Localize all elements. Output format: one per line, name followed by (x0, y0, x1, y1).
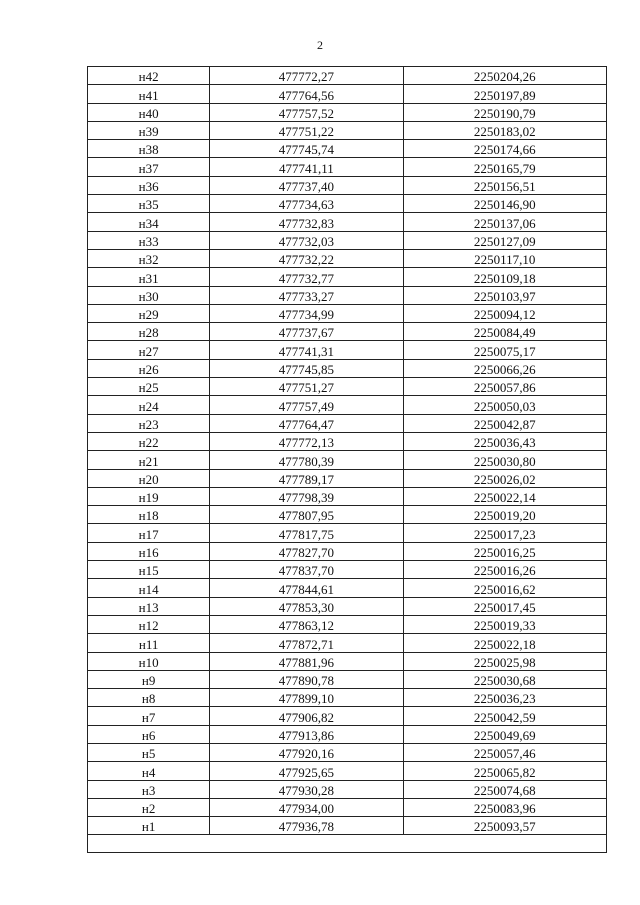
point-id-cell: н25 (88, 378, 210, 396)
x-coordinate-cell: 477751,27 (210, 378, 403, 396)
x-coordinate-cell: 477844,61 (210, 579, 403, 597)
point-id-cell: н2 (88, 798, 210, 816)
point-id-cell: н9 (88, 670, 210, 688)
table-row (88, 67, 607, 85)
table-row (88, 341, 607, 359)
x-coordinate-cell: 477906,82 (210, 707, 403, 725)
point-id-cell: н40 (88, 103, 210, 121)
x-coordinate-cell: 477899,10 (210, 689, 403, 707)
point-id-cell: н42 (88, 67, 210, 85)
y-coordinate-cell: 2250066,26 (403, 359, 606, 377)
table-row (88, 615, 607, 633)
y-coordinate-cell: 2250036,23 (403, 689, 606, 707)
table-row (88, 103, 607, 121)
point-id-cell: н10 (88, 652, 210, 670)
table-row (88, 158, 607, 176)
point-id-cell: н41 (88, 85, 210, 103)
table-row (88, 561, 607, 579)
x-coordinate-cell: 477764,47 (210, 414, 403, 432)
x-coordinate-cell: 477732,03 (210, 231, 403, 249)
x-coordinate-cell: 477732,83 (210, 213, 403, 231)
x-coordinate-cell: 477890,78 (210, 670, 403, 688)
y-coordinate-cell: 2250057,86 (403, 378, 606, 396)
x-coordinate-cell: 477930,28 (210, 780, 403, 798)
point-id-cell: н19 (88, 487, 210, 505)
point-id-cell: н18 (88, 506, 210, 524)
y-coordinate-cell: 2250103,97 (403, 286, 606, 304)
point-id-cell: н6 (88, 725, 210, 743)
y-coordinate-cell: 2250049,69 (403, 725, 606, 743)
table-row (88, 762, 607, 780)
point-id-cell: н31 (88, 268, 210, 286)
table-row (88, 817, 607, 835)
y-coordinate-cell: 2250022,18 (403, 634, 606, 652)
table-row (88, 414, 607, 432)
x-coordinate-cell: 477881,96 (210, 652, 403, 670)
point-id-cell: н34 (88, 213, 210, 231)
y-coordinate-cell: 2250017,23 (403, 524, 606, 542)
y-coordinate-cell: 2250042,59 (403, 707, 606, 725)
table-row (88, 176, 607, 194)
table-row (88, 652, 607, 670)
y-coordinate-cell: 2250127,09 (403, 231, 606, 249)
table-row (88, 542, 607, 560)
table-row (88, 743, 607, 761)
x-coordinate-cell: 477741,31 (210, 341, 403, 359)
y-coordinate-cell: 2250074,68 (403, 780, 606, 798)
table-row (88, 506, 607, 524)
x-coordinate-cell: 477733,27 (210, 286, 403, 304)
point-id-cell: н23 (88, 414, 210, 432)
y-coordinate-cell: 2250109,18 (403, 268, 606, 286)
y-coordinate-cell: 2250146,90 (403, 195, 606, 213)
point-id-cell: н11 (88, 634, 210, 652)
x-coordinate-cell: 477827,70 (210, 542, 403, 560)
page-number: 2 (317, 38, 323, 52)
table-row (88, 597, 607, 615)
point-id-cell: н29 (88, 304, 210, 322)
coordinates-table (87, 66, 607, 853)
table-row (88, 524, 607, 542)
y-coordinate-cell: 2250204,26 (403, 67, 606, 85)
point-id-cell: н28 (88, 323, 210, 341)
table-row (88, 140, 607, 158)
x-coordinate-cell: 477798,39 (210, 487, 403, 505)
point-id-cell: н17 (88, 524, 210, 542)
x-coordinate-cell: 477925,65 (210, 762, 403, 780)
y-coordinate-cell: 2250083,96 (403, 798, 606, 816)
table-row (88, 378, 607, 396)
x-coordinate-cell: 477920,16 (210, 743, 403, 761)
table-row (88, 85, 607, 103)
point-id-cell: н5 (88, 743, 210, 761)
x-coordinate-cell: 477913,86 (210, 725, 403, 743)
y-coordinate-cell: 2250017,45 (403, 597, 606, 615)
point-id-cell: н16 (88, 542, 210, 560)
table-row (88, 396, 607, 414)
point-id-cell: н7 (88, 707, 210, 725)
y-coordinate-cell: 2250137,06 (403, 213, 606, 231)
x-coordinate-cell: 477936,78 (210, 817, 403, 835)
point-id-cell: н39 (88, 121, 210, 139)
point-id-cell: н22 (88, 432, 210, 450)
point-id-cell: н4 (88, 762, 210, 780)
y-coordinate-cell: 2250065,82 (403, 762, 606, 780)
point-id-cell: н14 (88, 579, 210, 597)
x-coordinate-cell: 477772,27 (210, 67, 403, 85)
coordinates-table-body (88, 67, 607, 853)
table-row (88, 323, 607, 341)
y-coordinate-cell: 2250057,46 (403, 743, 606, 761)
table-row (88, 195, 607, 213)
point-id-cell: н38 (88, 140, 210, 158)
point-id-cell: н35 (88, 195, 210, 213)
x-coordinate-cell: 477780,39 (210, 451, 403, 469)
y-coordinate-cell: 2250197,89 (403, 85, 606, 103)
point-id-cell: н15 (88, 561, 210, 579)
x-coordinate-cell: 477745,85 (210, 359, 403, 377)
x-coordinate-cell: 477737,67 (210, 323, 403, 341)
x-coordinate-cell: 477734,63 (210, 195, 403, 213)
table-row (88, 579, 607, 597)
x-coordinate-cell: 477732,77 (210, 268, 403, 286)
table-row (88, 432, 607, 450)
table-row (88, 121, 607, 139)
x-coordinate-cell: 477837,70 (210, 561, 403, 579)
point-id-cell: н27 (88, 341, 210, 359)
y-coordinate-cell: 2250183,02 (403, 121, 606, 139)
y-coordinate-cell: 2250025,98 (403, 652, 606, 670)
table-row (88, 670, 607, 688)
y-coordinate-cell: 2250165,79 (403, 158, 606, 176)
point-id-cell: н1 (88, 817, 210, 835)
table-row (88, 249, 607, 267)
y-coordinate-cell: 2250022,14 (403, 487, 606, 505)
empty-cell (88, 835, 607, 853)
y-coordinate-cell: 2250190,79 (403, 103, 606, 121)
point-id-cell: н20 (88, 469, 210, 487)
x-coordinate-cell: 477734,99 (210, 304, 403, 322)
y-coordinate-cell: 2250042,87 (403, 414, 606, 432)
point-id-cell: н3 (88, 780, 210, 798)
y-coordinate-cell: 2250016,25 (403, 542, 606, 560)
y-coordinate-cell: 2250174,66 (403, 140, 606, 158)
point-id-cell: н26 (88, 359, 210, 377)
x-coordinate-cell: 477757,52 (210, 103, 403, 121)
y-coordinate-cell: 2250030,68 (403, 670, 606, 688)
point-id-cell: н30 (88, 286, 210, 304)
table-row (88, 286, 607, 304)
x-coordinate-cell: 477863,12 (210, 615, 403, 633)
table-row (88, 304, 607, 322)
y-coordinate-cell: 2250050,03 (403, 396, 606, 414)
x-coordinate-cell: 477807,95 (210, 506, 403, 524)
table-row (88, 268, 607, 286)
x-coordinate-cell: 477789,17 (210, 469, 403, 487)
table-row (88, 725, 607, 743)
x-coordinate-cell: 477751,22 (210, 121, 403, 139)
point-id-cell: н36 (88, 176, 210, 194)
x-coordinate-cell: 477817,75 (210, 524, 403, 542)
table-empty-row (88, 835, 607, 853)
y-coordinate-cell: 2250094,12 (403, 304, 606, 322)
table-row (88, 451, 607, 469)
point-id-cell: н24 (88, 396, 210, 414)
y-coordinate-cell: 2250084,49 (403, 323, 606, 341)
table-row (88, 689, 607, 707)
y-coordinate-cell: 2250156,51 (403, 176, 606, 194)
y-coordinate-cell: 2250117,10 (403, 249, 606, 267)
x-coordinate-cell: 477737,40 (210, 176, 403, 194)
point-id-cell: н33 (88, 231, 210, 249)
table-row (88, 231, 607, 249)
y-coordinate-cell: 2250016,26 (403, 561, 606, 579)
y-coordinate-cell: 2250019,33 (403, 615, 606, 633)
point-id-cell: н13 (88, 597, 210, 615)
table-row (88, 359, 607, 377)
x-coordinate-cell: 477745,74 (210, 140, 403, 158)
x-coordinate-cell: 477732,22 (210, 249, 403, 267)
y-coordinate-cell: 2250019,20 (403, 506, 606, 524)
point-id-cell: н37 (88, 158, 210, 176)
x-coordinate-cell: 477741,11 (210, 158, 403, 176)
table-row (88, 798, 607, 816)
y-coordinate-cell: 2250093,57 (403, 817, 606, 835)
x-coordinate-cell: 477772,13 (210, 432, 403, 450)
x-coordinate-cell: 477853,30 (210, 597, 403, 615)
point-id-cell: н21 (88, 451, 210, 469)
y-coordinate-cell: 2250075,17 (403, 341, 606, 359)
table-row (88, 469, 607, 487)
table-row (88, 780, 607, 798)
table-row (88, 213, 607, 231)
table-row (88, 634, 607, 652)
table-row (88, 487, 607, 505)
x-coordinate-cell: 477757,49 (210, 396, 403, 414)
y-coordinate-cell: 2250016,62 (403, 579, 606, 597)
point-id-cell: н32 (88, 249, 210, 267)
table-row (88, 707, 607, 725)
x-coordinate-cell: 477872,71 (210, 634, 403, 652)
x-coordinate-cell: 477764,56 (210, 85, 403, 103)
y-coordinate-cell: 2250026,02 (403, 469, 606, 487)
point-id-cell: н12 (88, 615, 210, 633)
y-coordinate-cell: 2250036,43 (403, 432, 606, 450)
y-coordinate-cell: 2250030,80 (403, 451, 606, 469)
x-coordinate-cell: 477934,00 (210, 798, 403, 816)
point-id-cell: н8 (88, 689, 210, 707)
